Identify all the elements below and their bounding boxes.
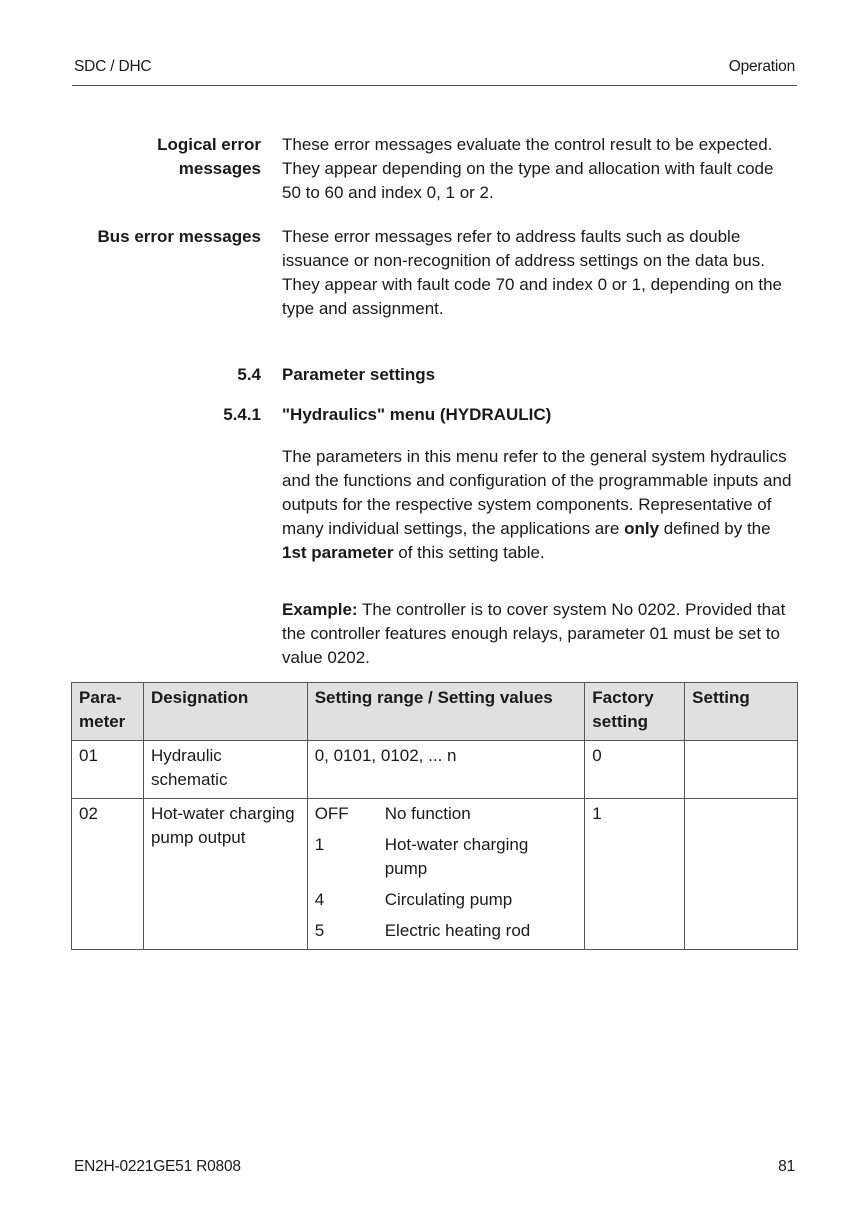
cell-setting: [685, 799, 798, 950]
cell-parameter: 01: [72, 741, 144, 799]
cell-designation: Hot-water charging pump output: [143, 799, 307, 950]
example-label: Example:: [282, 600, 358, 619]
option-row: OFF No function: [314, 804, 471, 823]
cell-setting-values: [307, 799, 585, 950]
heading-title: Parameter settings: [282, 365, 436, 384]
heading-number: 5.4: [237, 365, 261, 384]
header-factory-setting: Factory setting: [585, 683, 685, 741]
cell-setting: [685, 741, 798, 799]
header-doc-title: SDC / DHC: [74, 58, 152, 75]
heading-number: 5.4.1: [223, 405, 261, 424]
header-designation: Designation: [143, 683, 307, 741]
header-setting-range: Setting range / Setting values: [307, 683, 585, 741]
section-label: Bus error messages: [97, 227, 261, 246]
section-text: These error messages evaluate the control result to be expected. They appear depending on the type and allocation with fault code 50 to 60 and index 0, 1 or 2.: [282, 135, 774, 202]
table-row: [72, 799, 798, 950]
table-row: [72, 741, 798, 799]
emphasis-first-parameter: 1st parameter: [282, 543, 394, 562]
cell-factory-setting: 0: [585, 741, 685, 799]
heading-title: "Hydraulics" menu (HYDRAULIC): [282, 405, 552, 424]
option-row: 1 Hot-water charging pump: [314, 835, 529, 878]
parameter-table: [71, 682, 798, 950]
page-number: 81: [778, 1158, 795, 1175]
section-text: These error messages refer to address faults such as double issuance or non-recognition of address settings on the data bus. They appear with fault code 70 and index 0 or 1, depending on the type and assignment.: [282, 227, 782, 318]
cell-parameter: 02: [72, 799, 144, 950]
section-label: Logical error messages: [157, 135, 261, 178]
cell-setting-range: 0, 0101, 0102, ... n: [307, 741, 585, 799]
header-setting: Setting: [685, 683, 798, 741]
cell-designation: Hydraulic schematic: [143, 741, 307, 799]
header-divider: [72, 85, 797, 86]
emphasis-only: only: [624, 519, 660, 538]
option-row: 5 Electric heating rod: [314, 921, 531, 940]
footer-doc-code: EN2H-0221GE51 R0808: [74, 1158, 241, 1175]
option-row: 4 Circulating pump: [314, 890, 513, 909]
cell-factory-setting: 1: [585, 799, 685, 950]
header-parameter: Para- meter: [72, 683, 144, 741]
table-header-row: [72, 683, 798, 741]
header-chapter: Operation: [728, 58, 795, 75]
